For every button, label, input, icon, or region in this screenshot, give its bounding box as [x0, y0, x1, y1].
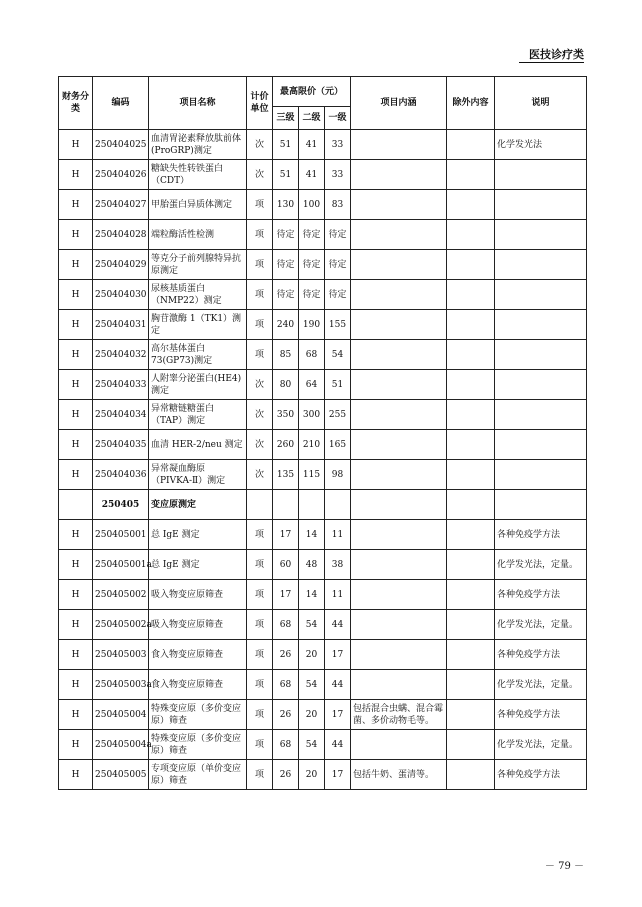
fee-table — [58, 76, 587, 790]
excluded-cell — [447, 430, 495, 460]
excluded-cell — [447, 250, 495, 280]
code-cell: 250404034 — [93, 400, 149, 430]
code-cell: 250404026 — [93, 160, 149, 190]
price-level1-cell: 44 — [325, 730, 351, 760]
note-cell — [495, 280, 587, 310]
code-cell: 250404036 — [93, 460, 149, 490]
note-cell — [495, 310, 587, 340]
excluded-cell — [447, 550, 495, 580]
table-row — [59, 610, 587, 640]
note-cell: 化学发光法，定量。 — [495, 670, 587, 700]
price-level3-cell: 待定 — [273, 250, 299, 280]
note-cell — [495, 250, 587, 280]
price-level3-cell: 68 — [273, 730, 299, 760]
content-cell — [351, 160, 447, 190]
note-cell — [495, 460, 587, 490]
price-level3-cell: 17 — [273, 580, 299, 610]
unit-cell: 项 — [247, 340, 273, 370]
content-cell — [351, 280, 447, 310]
category-cell: H — [59, 760, 93, 790]
price-level1-cell: 83 — [325, 190, 351, 220]
note-cell: 各种免疫学方法 — [495, 760, 587, 790]
table-row — [59, 640, 587, 670]
code-cell: 250404030 — [93, 280, 149, 310]
price-level2-cell: 115 — [299, 460, 325, 490]
category-cell: H — [59, 280, 93, 310]
note-cell — [495, 490, 587, 520]
name-cell: 变应原测定 — [149, 490, 247, 520]
unit-cell: 项 — [247, 580, 273, 610]
content-cell: 包括牛奶、蛋清等。 — [351, 760, 447, 790]
price-level2-cell: 210 — [299, 430, 325, 460]
table-row — [59, 580, 587, 610]
table-row — [59, 400, 587, 430]
price-level2-cell: 41 — [299, 160, 325, 190]
price-level2-cell: 190 — [299, 310, 325, 340]
price-level1-cell: 33 — [325, 130, 351, 160]
content-cell — [351, 190, 447, 220]
excluded-cell — [447, 370, 495, 400]
table-row — [59, 730, 587, 760]
code-cell: 250405003 — [93, 640, 149, 670]
price-level2-cell: 54 — [299, 730, 325, 760]
content-cell — [351, 430, 447, 460]
excluded-cell — [447, 760, 495, 790]
unit-cell — [247, 490, 273, 520]
category-cell — [59, 490, 93, 520]
note-cell: 各种免疫学方法 — [495, 700, 587, 730]
price-level3-cell — [273, 490, 299, 520]
price-level1-cell: 33 — [325, 160, 351, 190]
table-row — [59, 700, 587, 730]
content-cell — [351, 370, 447, 400]
category-cell: H — [59, 460, 93, 490]
price-level3-cell: 130 — [273, 190, 299, 220]
excluded-cell — [447, 520, 495, 550]
excluded-cell — [447, 400, 495, 430]
header-category: 财务分类 — [59, 77, 93, 130]
price-level3-cell: 135 — [273, 460, 299, 490]
unit-cell: 项 — [247, 220, 273, 250]
name-cell: 等克分子前列腺特异抗原测定 — [149, 250, 247, 280]
category-cell: H — [59, 580, 93, 610]
page-number: － 79 － — [544, 861, 584, 872]
content-cell — [351, 610, 447, 640]
price-level1-cell: 255 — [325, 400, 351, 430]
note-cell — [495, 340, 587, 370]
category-cell: H — [59, 340, 93, 370]
header-name: 项目名称 — [149, 77, 247, 130]
section-label: 医技诊疗类 — [529, 48, 584, 61]
note-cell — [495, 160, 587, 190]
price-level3-cell: 260 — [273, 430, 299, 460]
name-cell: 食入物变应原筛查 — [149, 670, 247, 700]
price-level3-cell: 60 — [273, 550, 299, 580]
note-cell: 化学发光法，定量。 — [495, 730, 587, 760]
content-cell — [351, 580, 447, 610]
note-cell — [495, 220, 587, 250]
name-cell: 异常凝血酶原（PIVKA-Ⅱ）测定 — [149, 460, 247, 490]
name-cell: 血清 HER-2/neu 测定 — [149, 430, 247, 460]
price-level1-cell: 11 — [325, 520, 351, 550]
category-cell: H — [59, 370, 93, 400]
excluded-cell — [447, 490, 495, 520]
name-cell: 人附睾分泌蛋白(HE4)测定 — [149, 370, 247, 400]
category-cell: H — [59, 190, 93, 220]
unit-cell: 项 — [247, 550, 273, 580]
unit-cell: 项 — [247, 520, 273, 550]
table-row — [59, 190, 587, 220]
price-level1-cell: 165 — [325, 430, 351, 460]
note-cell: 化学发光法 — [495, 130, 587, 160]
unit-cell: 项 — [247, 730, 273, 760]
unit-cell: 项 — [247, 760, 273, 790]
table-row — [59, 550, 587, 580]
price-level3-cell: 350 — [273, 400, 299, 430]
excluded-cell — [447, 310, 495, 340]
name-cell: 尿核基质蛋白（NMP22）测定 — [149, 280, 247, 310]
name-cell: 专项变应原（单价变应原）筛查 — [149, 760, 247, 790]
unit-cell: 项 — [247, 640, 273, 670]
table-row — [59, 490, 587, 520]
price-level1-cell: 17 — [325, 640, 351, 670]
price-level3-cell: 68 — [273, 610, 299, 640]
category-cell: H — [59, 670, 93, 700]
content-cell — [351, 220, 447, 250]
unit-cell: 项 — [247, 310, 273, 340]
content-cell — [351, 730, 447, 760]
price-level2-cell: 48 — [299, 550, 325, 580]
header-code: 编码 — [93, 77, 149, 130]
code-cell: 250405002 — [93, 580, 149, 610]
category-cell: H — [59, 220, 93, 250]
price-level1-cell: 155 — [325, 310, 351, 340]
unit-cell: 项 — [247, 280, 273, 310]
excluded-cell — [447, 610, 495, 640]
excluded-cell — [447, 280, 495, 310]
content-cell — [351, 460, 447, 490]
price-level3-cell: 26 — [273, 640, 299, 670]
table-row — [59, 280, 587, 310]
name-cell: 糖缺失性转铁蛋白（CDT） — [149, 160, 247, 190]
code-cell: 250405 — [93, 490, 149, 520]
name-cell: 总 IgE 测定 — [149, 550, 247, 580]
code-cell: 250405005 — [93, 760, 149, 790]
price-level2-cell: 14 — [299, 520, 325, 550]
name-cell: 吸入物变应原筛查 — [149, 610, 247, 640]
price-level2-cell: 待定 — [299, 280, 325, 310]
price-level1-cell: 51 — [325, 370, 351, 400]
price-level1-cell: 44 — [325, 670, 351, 700]
unit-cell: 次 — [247, 430, 273, 460]
category-cell: H — [59, 520, 93, 550]
excluded-cell — [447, 670, 495, 700]
category-cell: H — [59, 160, 93, 190]
category-cell: H — [59, 610, 93, 640]
price-level3-cell: 51 — [273, 130, 299, 160]
content-cell — [351, 520, 447, 550]
code-cell: 250404027 — [93, 190, 149, 220]
price-level2-cell: 64 — [299, 370, 325, 400]
price-level1-cell: 54 — [325, 340, 351, 370]
price-level3-cell: 51 — [273, 160, 299, 190]
table-row — [59, 130, 587, 160]
category-cell: H — [59, 430, 93, 460]
note-cell: 化学发光法，定量。 — [495, 550, 587, 580]
category-cell: H — [59, 700, 93, 730]
price-level1-cell: 待定 — [325, 250, 351, 280]
note-cell: 化学发光法，定量。 — [495, 610, 587, 640]
price-level1-cell — [325, 490, 351, 520]
price-level2-cell: 100 — [299, 190, 325, 220]
price-level1-cell: 待定 — [325, 280, 351, 310]
price-level1-cell: 17 — [325, 700, 351, 730]
note-cell — [495, 190, 587, 220]
table-row — [59, 430, 587, 460]
header-rule — [519, 62, 584, 63]
unit-cell: 项 — [247, 700, 273, 730]
category-cell: H — [59, 130, 93, 160]
price-level3-cell: 26 — [273, 700, 299, 730]
table-row — [59, 160, 587, 190]
content-cell — [351, 130, 447, 160]
content-cell: 包括混合虫螨、混合霉菌、多价动物毛等。 — [351, 700, 447, 730]
price-level2-cell: 54 — [299, 610, 325, 640]
price-level1-cell: 98 — [325, 460, 351, 490]
price-level3-cell: 240 — [273, 310, 299, 340]
price-level3-cell: 68 — [273, 670, 299, 700]
excluded-cell — [447, 460, 495, 490]
code-cell: 250405001a — [93, 550, 149, 580]
note-cell: 各种免疫学方法 — [495, 520, 587, 550]
excluded-cell — [447, 700, 495, 730]
name-cell: 总 IgE 测定 — [149, 520, 247, 550]
note-cell: 各种免疫学方法 — [495, 640, 587, 670]
unit-cell: 项 — [247, 670, 273, 700]
unit-cell: 次 — [247, 130, 273, 160]
content-cell — [351, 250, 447, 280]
name-cell: 胸苷激酶 1（TK1）测定 — [149, 310, 247, 340]
name-cell: 甲胎蛋白异质体测定 — [149, 190, 247, 220]
content-cell — [351, 490, 447, 520]
price-level1-cell: 待定 — [325, 220, 351, 250]
header-level3: 三级 — [273, 107, 299, 130]
table-body — [59, 130, 587, 790]
price-level2-cell: 20 — [299, 640, 325, 670]
content-cell — [351, 640, 447, 670]
table-row — [59, 340, 587, 370]
code-cell: 250404031 — [93, 310, 149, 340]
price-level3-cell: 26 — [273, 760, 299, 790]
price-level2-cell: 20 — [299, 700, 325, 730]
header-excluded: 除外内容 — [447, 77, 495, 130]
excluded-cell — [447, 220, 495, 250]
note-cell — [495, 370, 587, 400]
content-cell — [351, 400, 447, 430]
header-unit: 计价单位 — [247, 77, 273, 130]
table-row — [59, 370, 587, 400]
unit-cell: 次 — [247, 460, 273, 490]
price-level2-cell: 300 — [299, 400, 325, 430]
unit-cell: 次 — [247, 370, 273, 400]
code-cell: 250405003a — [93, 670, 149, 700]
table-row — [59, 310, 587, 340]
name-cell: 食入物变应原筛查 — [149, 640, 247, 670]
unit-cell: 项 — [247, 190, 273, 220]
price-level1-cell: 44 — [325, 610, 351, 640]
note-cell — [495, 430, 587, 460]
note-cell — [495, 400, 587, 430]
code-cell: 250404032 — [93, 340, 149, 370]
excluded-cell — [447, 130, 495, 160]
excluded-cell — [447, 640, 495, 670]
code-cell: 250405002a — [93, 610, 149, 640]
table-row — [59, 250, 587, 280]
content-cell — [351, 670, 447, 700]
code-cell: 250405004 — [93, 700, 149, 730]
code-cell: 250404025 — [93, 130, 149, 160]
unit-cell: 次 — [247, 160, 273, 190]
price-level2-cell: 14 — [299, 580, 325, 610]
category-cell: H — [59, 400, 93, 430]
name-cell: 特殊变应原（多价变应原）筛查 — [149, 700, 247, 730]
code-cell: 250405004a — [93, 730, 149, 760]
header-content: 项目内涵 — [351, 77, 447, 130]
category-cell: H — [59, 640, 93, 670]
price-level1-cell: 17 — [325, 760, 351, 790]
excluded-cell — [447, 730, 495, 760]
price-level1-cell: 38 — [325, 550, 351, 580]
content-cell — [351, 550, 447, 580]
excluded-cell — [447, 160, 495, 190]
category-cell: H — [59, 310, 93, 340]
table-row — [59, 520, 587, 550]
table-row — [59, 460, 587, 490]
code-cell: 250404028 — [93, 220, 149, 250]
unit-cell: 项 — [247, 250, 273, 280]
excluded-cell — [447, 580, 495, 610]
price-level2-cell: 41 — [299, 130, 325, 160]
code-cell: 250404029 — [93, 250, 149, 280]
price-level3-cell: 待定 — [273, 220, 299, 250]
table-row — [59, 670, 587, 700]
content-cell — [351, 310, 447, 340]
price-level2-cell: 68 — [299, 340, 325, 370]
header-level2: 二级 — [299, 107, 325, 130]
price-level3-cell: 80 — [273, 370, 299, 400]
table-row — [59, 760, 587, 790]
name-cell: 特殊变应原（多价变应原）筛查 — [149, 730, 247, 760]
price-level2-cell: 待定 — [299, 250, 325, 280]
price-level2-cell: 待定 — [299, 220, 325, 250]
price-level2-cell: 54 — [299, 670, 325, 700]
price-level3-cell: 85 — [273, 340, 299, 370]
name-cell: 高尔基体蛋白 73(GP73)测定 — [149, 340, 247, 370]
unit-cell: 项 — [247, 610, 273, 640]
excluded-cell — [447, 340, 495, 370]
category-cell: H — [59, 250, 93, 280]
name-cell: 吸入物变应原筛查 — [149, 580, 247, 610]
excluded-cell — [447, 190, 495, 220]
name-cell: 端粒酶活性检测 — [149, 220, 247, 250]
header-notes: 说明 — [495, 77, 587, 130]
price-level2-cell — [299, 490, 325, 520]
code-cell: 250405001 — [93, 520, 149, 550]
price-level3-cell: 待定 — [273, 280, 299, 310]
code-cell: 250404035 — [93, 430, 149, 460]
content-cell — [351, 340, 447, 370]
price-level1-cell: 11 — [325, 580, 351, 610]
name-cell: 异常糖链糖蛋白（TAP）测定 — [149, 400, 247, 430]
header-max-price: 最高限价（元） — [273, 77, 351, 107]
header-level1: 一级 — [325, 107, 351, 130]
code-cell: 250404033 — [93, 370, 149, 400]
note-cell: 各种免疫学方法 — [495, 580, 587, 610]
name-cell: 血清胃泌素释放肽前体(ProGRP)测定 — [149, 130, 247, 160]
category-cell: H — [59, 550, 93, 580]
unit-cell: 次 — [247, 400, 273, 430]
category-cell: H — [59, 730, 93, 760]
price-level3-cell: 17 — [273, 520, 299, 550]
price-level2-cell: 20 — [299, 760, 325, 790]
table-row — [59, 220, 587, 250]
